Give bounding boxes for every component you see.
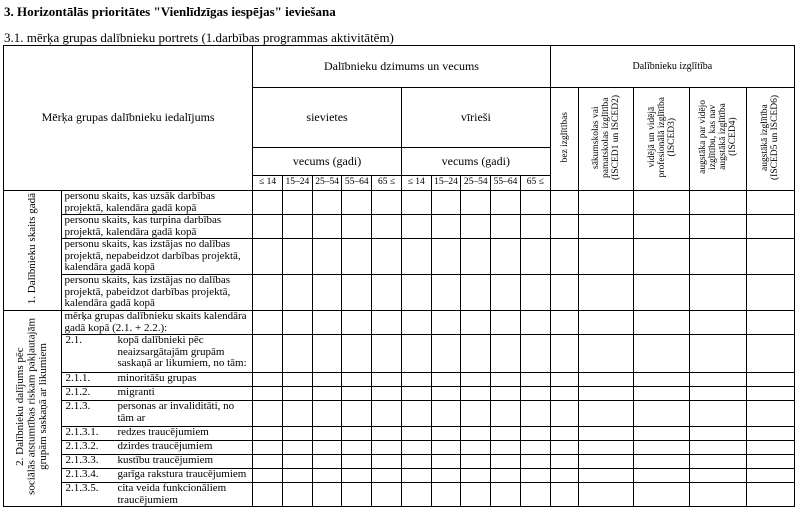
data-cell[interactable] <box>253 427 283 441</box>
section2-row-label <box>62 387 253 401</box>
data-cell[interactable] <box>550 401 579 427</box>
data-cell[interactable] <box>461 239 491 275</box>
section2-label-text-line: grupām saskaņā ar likumiem <box>37 343 50 471</box>
education-level-header <box>746 88 794 191</box>
data-cell[interactable] <box>690 427 746 441</box>
row-text: redzes traucējumiem <box>117 426 209 438</box>
data-cell[interactable] <box>633 373 689 387</box>
data-cell[interactable] <box>282 455 312 469</box>
row-number: 2.1.3.4. <box>65 468 99 480</box>
data-cell[interactable] <box>690 387 746 401</box>
data-cell[interactable] <box>431 215 461 239</box>
data-cell[interactable] <box>461 215 491 239</box>
data-cell[interactable] <box>550 387 579 401</box>
education-level-header <box>690 88 746 191</box>
data-cell[interactable] <box>253 215 283 239</box>
data-cell[interactable] <box>312 311 342 335</box>
data-cell[interactable] <box>690 455 746 469</box>
row-number: 2.1.3. <box>65 400 91 412</box>
data-cell[interactable] <box>253 387 283 401</box>
data-cell[interactable] <box>550 215 579 239</box>
data-cell[interactable] <box>401 441 431 455</box>
data-cell[interactable] <box>746 215 794 239</box>
data-cell[interactable] <box>253 373 283 387</box>
data-cell[interactable] <box>579 455 633 469</box>
section2-row-label <box>62 483 253 507</box>
data-cell[interactable] <box>491 311 521 335</box>
section1-label-text: 1. Dalībnieku skaits gadā <box>25 193 38 305</box>
data-cell[interactable] <box>342 469 372 483</box>
data-cell[interactable] <box>690 191 746 215</box>
data-cell[interactable] <box>550 275 579 311</box>
data-cell[interactable] <box>746 275 794 311</box>
data-cell[interactable] <box>312 239 342 275</box>
data-cell[interactable] <box>312 469 342 483</box>
data-cell[interactable] <box>746 483 794 507</box>
data-cell[interactable] <box>431 275 461 311</box>
row-text: migranti <box>117 386 155 398</box>
data-cell[interactable] <box>746 311 794 335</box>
data-cell[interactable] <box>690 401 746 427</box>
data-cell[interactable] <box>312 275 342 311</box>
data-cell[interactable] <box>550 483 579 507</box>
data-cell[interactable] <box>431 455 461 469</box>
data-cell[interactable] <box>312 215 342 239</box>
data-cell[interactable] <box>431 335 461 373</box>
section2-label-text-line: 2. Dalībnieku dalījums pēc <box>14 347 27 467</box>
education-header: Dalībnieku izglītība <box>550 46 794 88</box>
data-cell[interactable] <box>253 311 283 335</box>
data-cell[interactable] <box>579 469 633 483</box>
education-level-label-line: sākumskolas vai <box>591 105 602 169</box>
section2-label-text-line: sociālās atstumtības riskam pakļautajām <box>25 318 38 496</box>
data-cell[interactable] <box>401 275 431 311</box>
data-cell[interactable] <box>633 311 689 335</box>
data-cell[interactable] <box>491 275 521 311</box>
age-gender-header: Dalībnieku dzimums un vecums <box>253 46 550 88</box>
education-level-header <box>633 88 689 191</box>
data-cell[interactable] <box>579 239 633 275</box>
row-number: 2.1.3.5. <box>65 482 99 494</box>
data-cell[interactable] <box>461 191 491 215</box>
data-cell[interactable] <box>461 455 491 469</box>
data-cell[interactable] <box>282 275 312 311</box>
data-cell[interactable] <box>282 387 312 401</box>
data-cell[interactable] <box>342 239 372 275</box>
data-cell[interactable] <box>550 335 579 373</box>
data-cell[interactable] <box>372 335 402 373</box>
data-cell[interactable] <box>461 275 491 311</box>
data-cell[interactable] <box>633 387 689 401</box>
education-level-header <box>550 88 579 191</box>
data-cell[interactable] <box>633 455 689 469</box>
education-level-label-line: augstākā izglītība <box>760 103 771 171</box>
data-cell[interactable] <box>491 191 521 215</box>
section2-row-label <box>62 455 253 469</box>
data-cell[interactable] <box>520 387 550 401</box>
row-text: personas ar invaliditāti, no tām ar <box>117 400 235 424</box>
data-cell[interactable] <box>372 427 402 441</box>
data-cell[interactable] <box>282 427 312 441</box>
data-cell[interactable] <box>520 401 550 427</box>
participant-table <box>3 45 795 507</box>
data-cell[interactable] <box>431 311 461 335</box>
row-text: kopā dalībnieki pēc neaizsargātajām grupām saskaņā ar likumiem, no tām: <box>117 334 247 369</box>
data-cell[interactable] <box>372 373 402 387</box>
data-cell[interactable] <box>690 239 746 275</box>
data-cell[interactable] <box>690 469 746 483</box>
education-level-label-line: augstāka par vidējo <box>697 100 708 175</box>
data-cell[interactable] <box>491 335 521 373</box>
data-cell[interactable] <box>401 373 431 387</box>
data-cell[interactable] <box>461 441 491 455</box>
data-cell[interactable] <box>690 483 746 507</box>
data-cell[interactable] <box>342 441 372 455</box>
data-cell[interactable] <box>372 311 402 335</box>
data-cell[interactable] <box>282 401 312 427</box>
data-cell[interactable] <box>550 239 579 275</box>
data-cell[interactable] <box>342 373 372 387</box>
data-cell[interactable] <box>550 191 579 215</box>
data-cell[interactable] <box>633 215 689 239</box>
data-cell[interactable] <box>550 469 579 483</box>
data-cell[interactable] <box>579 427 633 441</box>
section1-row-label: personu skaits, kas izstājas no dalības projektā, pabeidzot darbības projektā, kalendāra gadā kopā <box>62 275 253 311</box>
age-group-header: 65 ≤ <box>372 176 402 191</box>
row-number: 2.1. <box>65 334 82 346</box>
data-cell[interactable] <box>746 401 794 427</box>
data-cell[interactable] <box>746 239 794 275</box>
data-cell[interactable] <box>746 427 794 441</box>
data-cell[interactable] <box>550 311 579 335</box>
age-group-header: 15–24 <box>431 176 461 191</box>
table-caption: 3.1. mērķa grupas dalībnieku portrets (1.darbības programmas aktivitātēm) <box>4 30 394 45</box>
data-cell[interactable] <box>633 191 689 215</box>
data-cell[interactable] <box>372 455 402 469</box>
data-cell[interactable] <box>312 455 342 469</box>
section2-row-label <box>62 401 253 427</box>
data-cell[interactable] <box>431 427 461 441</box>
data-cell[interactable] <box>520 469 550 483</box>
data-cell[interactable] <box>690 441 746 455</box>
row-text: cita veida funkcionāliem traucējumiem <box>117 482 227 506</box>
data-cell[interactable] <box>520 239 550 275</box>
education-level-label <box>647 97 677 177</box>
data-cell[interactable] <box>253 441 283 455</box>
data-cell[interactable] <box>690 373 746 387</box>
data-cell[interactable] <box>520 373 550 387</box>
data-cell[interactable] <box>282 239 312 275</box>
age-group-header: 15–24 <box>282 176 312 191</box>
data-cell[interactable] <box>282 191 312 215</box>
row-number: 2.1.3.2. <box>65 440 99 452</box>
row-text: garīga rakstura traucējumiem <box>117 468 247 480</box>
data-cell[interactable] <box>312 373 342 387</box>
data-cell[interactable] <box>520 441 550 455</box>
row-number: 2.1.3.1. <box>65 426 99 438</box>
data-cell[interactable] <box>746 455 794 469</box>
data-cell[interactable] <box>491 401 521 427</box>
education-level-label-line: (ISCED4) <box>727 117 738 157</box>
data-cell[interactable] <box>431 441 461 455</box>
data-cell[interactable] <box>746 441 794 455</box>
row-header: Mērķa grupas dalībnieku iedalījums <box>4 46 253 191</box>
data-cell[interactable] <box>372 387 402 401</box>
data-cell[interactable] <box>550 455 579 469</box>
data-cell[interactable] <box>282 373 312 387</box>
section2-row-label <box>62 335 253 373</box>
data-cell[interactable] <box>746 373 794 387</box>
education-level-label-line: pamatskolas izglītība <box>601 97 612 178</box>
row-text: minoritāšu grupas <box>117 372 197 384</box>
data-cell[interactable] <box>312 427 342 441</box>
age-group-header: 65 ≤ <box>520 176 550 191</box>
data-cell[interactable] <box>431 401 461 427</box>
data-cell[interactable] <box>253 483 283 507</box>
data-cell[interactable] <box>491 215 521 239</box>
data-cell[interactable] <box>579 311 633 335</box>
data-cell[interactable] <box>372 401 402 427</box>
data-cell[interactable] <box>461 335 491 373</box>
section1-label <box>4 191 62 311</box>
row-number: 2.1.2. <box>65 386 91 398</box>
data-cell[interactable] <box>461 373 491 387</box>
education-level-label-line: izglītību, kas nav <box>707 104 718 170</box>
data-cell[interactable] <box>253 455 283 469</box>
data-cell[interactable] <box>579 335 633 373</box>
education-level-label-line: (ISCED1 un ISCED2) <box>611 94 622 180</box>
data-cell[interactable] <box>633 239 689 275</box>
age-group-header: 55–64 <box>342 176 372 191</box>
data-cell[interactable] <box>491 239 521 275</box>
data-cell[interactable] <box>491 427 521 441</box>
male-header: vīrieši <box>401 88 550 148</box>
data-cell[interactable] <box>579 401 633 427</box>
data-cell[interactable] <box>461 427 491 441</box>
education-level-header <box>579 88 633 191</box>
data-cell[interactable] <box>520 191 550 215</box>
data-cell[interactable] <box>633 441 689 455</box>
data-cell[interactable] <box>342 483 372 507</box>
data-cell[interactable] <box>312 387 342 401</box>
row-text: dzirdes traucējumiem <box>117 440 213 452</box>
data-cell[interactable] <box>491 483 521 507</box>
data-cell[interactable] <box>401 427 431 441</box>
data-cell[interactable] <box>342 275 372 311</box>
data-cell[interactable] <box>342 387 372 401</box>
data-cell[interactable] <box>520 215 550 239</box>
section2-row-label <box>62 427 253 441</box>
data-cell[interactable] <box>461 311 491 335</box>
data-cell[interactable] <box>401 387 431 401</box>
male-age-label: vecums (gadi) <box>401 148 550 176</box>
data-cell[interactable] <box>633 469 689 483</box>
age-group-header: 25–54 <box>312 176 342 191</box>
data-cell[interactable] <box>461 387 491 401</box>
data-cell[interactable] <box>401 469 431 483</box>
data-cell[interactable] <box>461 401 491 427</box>
section2-intro: mērķa grupas dalībnieku skaits kalendāra gadā kopā (2.1. + 2.2.): <box>62 311 253 335</box>
age-group-header: 55–64 <box>491 176 521 191</box>
data-cell[interactable] <box>579 483 633 507</box>
data-cell[interactable] <box>401 215 431 239</box>
data-cell[interactable] <box>579 191 633 215</box>
data-cell[interactable] <box>401 455 431 469</box>
data-cell[interactable] <box>312 191 342 215</box>
row-text: kustību traucējumiem <box>117 454 214 466</box>
data-cell[interactable] <box>401 335 431 373</box>
data-cell[interactable] <box>550 373 579 387</box>
data-cell[interactable] <box>342 311 372 335</box>
data-cell[interactable] <box>342 427 372 441</box>
data-cell[interactable] <box>461 469 491 483</box>
data-cell[interactable] <box>461 483 491 507</box>
education-level-label <box>591 95 621 180</box>
age-group-header: 25–54 <box>461 176 491 191</box>
data-cell[interactable] <box>342 335 372 373</box>
data-cell[interactable] <box>633 483 689 507</box>
data-cell[interactable] <box>491 373 521 387</box>
data-cell[interactable] <box>312 335 342 373</box>
data-cell[interactable] <box>579 373 633 387</box>
data-cell[interactable] <box>372 469 402 483</box>
data-cell[interactable] <box>401 483 431 507</box>
data-cell[interactable] <box>342 215 372 239</box>
data-cell[interactable] <box>342 401 372 427</box>
data-cell[interactable] <box>491 469 521 483</box>
section-heading: 3. Horizontālās prioritātes "Vienlīdzīgas iespējas" ieviešana <box>4 4 336 19</box>
education-level-label-line: profesionālā izglītība <box>656 97 667 178</box>
data-cell[interactable] <box>520 455 550 469</box>
section2-row-label <box>62 469 253 483</box>
data-cell[interactable] <box>431 387 461 401</box>
data-cell[interactable] <box>312 441 342 455</box>
data-cell[interactable] <box>633 427 689 441</box>
education-level-label <box>698 100 738 174</box>
data-cell[interactable] <box>431 483 461 507</box>
data-cell[interactable] <box>491 455 521 469</box>
data-cell[interactable] <box>372 441 402 455</box>
data-cell[interactable] <box>431 469 461 483</box>
data-cell[interactable] <box>491 387 521 401</box>
data-cell[interactable] <box>746 335 794 373</box>
data-cell[interactable] <box>401 401 431 427</box>
data-cell[interactable] <box>431 239 461 275</box>
data-cell[interactable] <box>690 275 746 311</box>
data-cell[interactable] <box>372 215 402 239</box>
data-cell[interactable] <box>253 239 283 275</box>
data-cell[interactable] <box>342 191 372 215</box>
data-cell[interactable] <box>579 441 633 455</box>
row-number: 2.1.3.3. <box>65 454 99 466</box>
data-cell[interactable] <box>282 215 312 239</box>
section2-label <box>4 311 62 507</box>
data-cell[interactable] <box>690 335 746 373</box>
data-cell[interactable] <box>550 427 579 441</box>
data-cell[interactable] <box>520 483 550 507</box>
data-cell[interactable] <box>633 335 689 373</box>
data-cell[interactable] <box>520 311 550 335</box>
section1-row-label: personu skaits, kas uzsāk darbības projektā, kalendāra gadā kopā <box>62 191 253 215</box>
female-header: sievietes <box>253 88 402 148</box>
data-cell[interactable] <box>372 191 402 215</box>
data-cell[interactable] <box>401 311 431 335</box>
education-level-label-line: (ISCED3) <box>666 117 677 157</box>
data-cell[interactable] <box>312 483 342 507</box>
data-cell[interactable] <box>746 469 794 483</box>
data-cell[interactable] <box>491 441 521 455</box>
education-level-label-line: augstākā izglītība <box>717 103 728 171</box>
data-cell[interactable] <box>342 455 372 469</box>
education-level-label: bez izglītības <box>559 112 570 163</box>
data-cell[interactable] <box>401 191 431 215</box>
data-cell[interactable] <box>253 191 283 215</box>
data-cell[interactable] <box>746 387 794 401</box>
data-cell[interactable] <box>312 401 342 427</box>
data-cell[interactable] <box>520 427 550 441</box>
education-level-label-line: (ISCED5 un ISCED6) <box>770 94 781 180</box>
section1-row-label: personu skaits, kas izstājas no dalības projektā, nepabeidzot darbības projektā, kalendāra gadā kopā <box>62 239 253 275</box>
data-cell[interactable] <box>579 275 633 311</box>
data-cell[interactable] <box>690 311 746 335</box>
data-cell[interactable] <box>431 373 461 387</box>
data-cell[interactable] <box>579 215 633 239</box>
section2-row-label <box>62 441 253 455</box>
data-cell[interactable] <box>520 275 550 311</box>
data-cell[interactable] <box>401 239 431 275</box>
data-cell[interactable] <box>282 483 312 507</box>
data-cell[interactable] <box>579 387 633 401</box>
data-cell[interactable] <box>372 239 402 275</box>
data-cell[interactable] <box>282 311 312 335</box>
data-cell[interactable] <box>372 275 402 311</box>
data-cell[interactable] <box>282 469 312 483</box>
data-cell[interactable] <box>633 401 689 427</box>
data-cell[interactable] <box>633 275 689 311</box>
female-age-label: vecums (gadi) <box>253 148 402 176</box>
age-group-header: ≤ 14 <box>253 176 283 191</box>
section1-row-label: personu skaits, kas turpina darbības projektā, kalendāra gadā kopā <box>62 215 253 239</box>
row-number: 2.1.1. <box>65 372 91 384</box>
data-cell[interactable] <box>253 469 283 483</box>
data-cell[interactable] <box>372 483 402 507</box>
section2-row-label <box>62 373 253 387</box>
age-group-header: ≤ 14 <box>401 176 431 191</box>
data-cell[interactable] <box>746 191 794 215</box>
data-cell[interactable] <box>282 335 312 373</box>
data-cell[interactable] <box>253 275 283 311</box>
data-cell[interactable] <box>550 441 579 455</box>
data-cell[interactable] <box>253 401 283 427</box>
data-cell[interactable] <box>253 335 283 373</box>
data-cell[interactable] <box>431 191 461 215</box>
data-cell[interactable] <box>690 215 746 239</box>
data-cell[interactable] <box>520 335 550 373</box>
education-level-label <box>760 95 780 180</box>
education-level-label-line: vidējā un vidējā <box>646 106 657 168</box>
data-cell[interactable] <box>282 441 312 455</box>
section2-label-text <box>15 318 50 495</box>
